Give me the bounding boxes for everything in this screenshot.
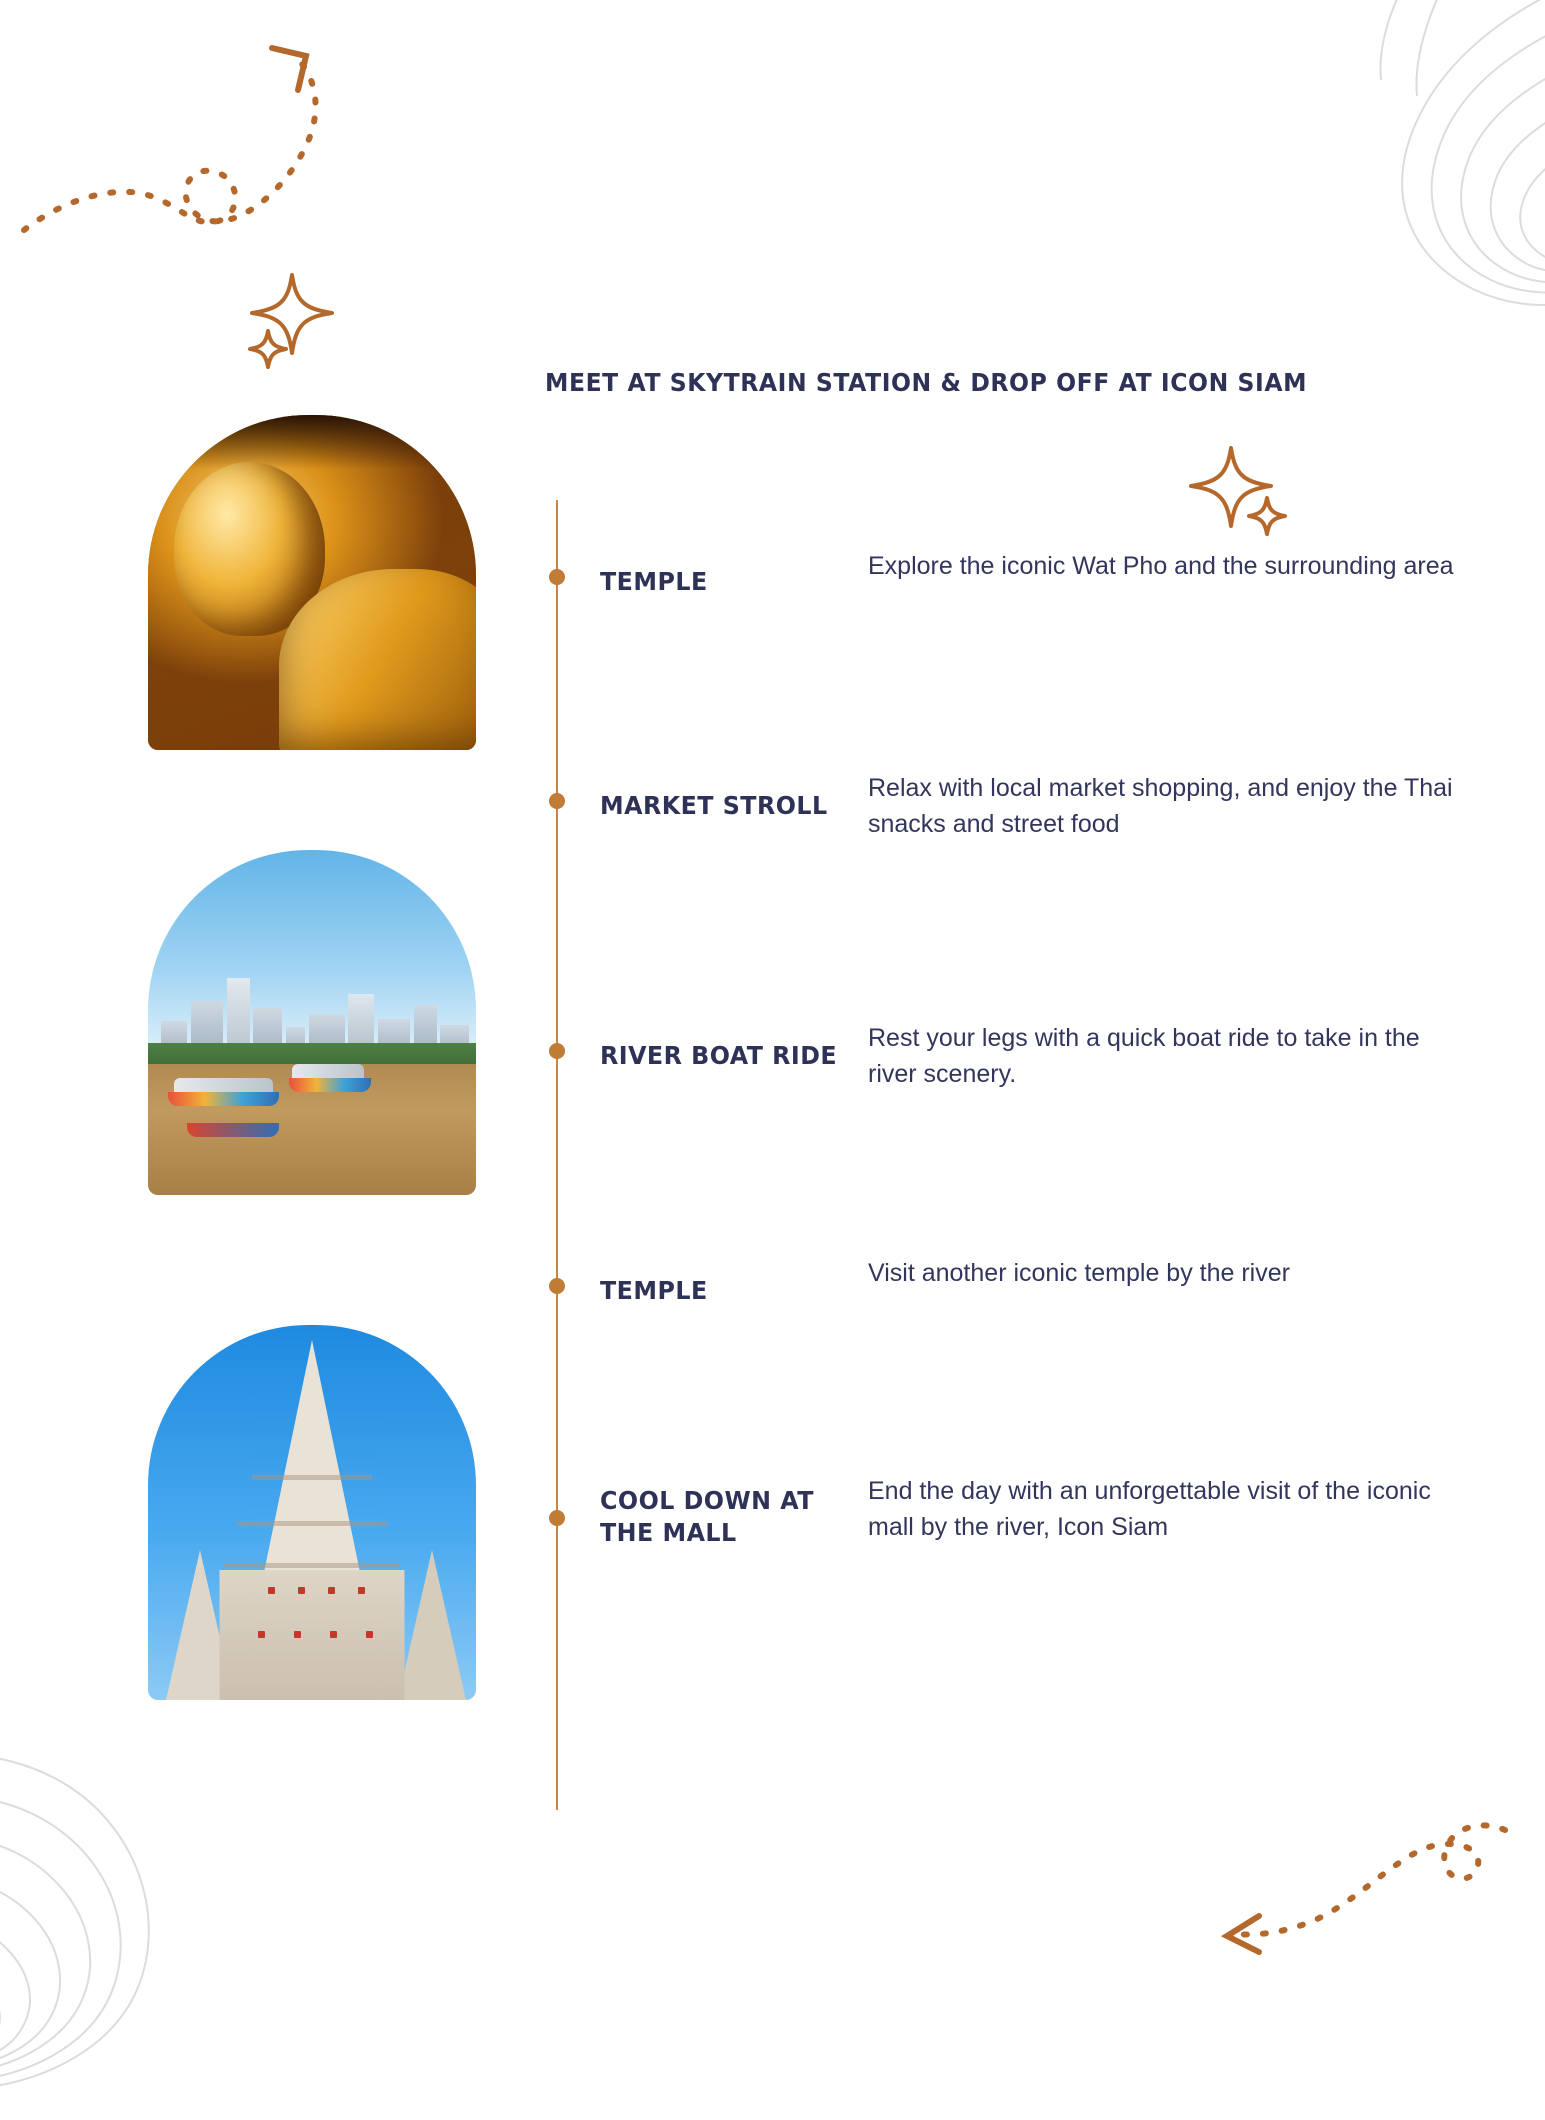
timeline-item-description-2: Relax with local market shopping, and enjoy the Thai snacks and street food [868,774,1453,839]
topographic-lines-top-right [1145,0,1545,420]
timeline-dot [549,1510,565,1526]
timeline-dot [549,1278,565,1294]
timeline-axis [556,500,558,1810]
dashed-arrow-bottom-right [1215,1810,1515,1970]
timeline-dot [549,1043,565,1059]
timeline-item-label-3: RIVER BOAT RIDE [600,1041,838,1070]
dashed-arrow-top-left [10,30,370,250]
sparkle-left [240,265,350,375]
timeline-item-label-4: TEMPLE [600,1276,708,1305]
topographic-lines-bottom-left [0,1700,320,2120]
timeline-item-description-3: Rest your legs with a quick boat ride to take in the river scenery. [868,1024,1420,1089]
timeline-item-description-5: End the day with an unforgettable visit of the iconic mall by the river, Icon Siam [868,1477,1431,1542]
sparkle-right [1185,440,1295,550]
reclining-buddha-wat-pho-photo [148,415,476,750]
chao-phraya-river-boats-photo [148,850,476,1195]
timeline-item-label-1: TEMPLE [600,567,708,596]
wat-arun-temple-photo [148,1325,476,1700]
timeline-item-description-1: Explore the iconic Wat Pho and the surrounding area [868,552,1454,580]
timeline-dot [549,793,565,809]
timeline-item-label-2: MARKET STROLL [600,791,828,820]
page-title: MEET AT SKYTRAIN STATION & DROP OFF AT ICON SIAM [545,368,1308,397]
timeline-item-label-5: COOL DOWN AT THE MALL [600,1486,814,1547]
timeline-dot [549,569,565,585]
timeline-item-description-4: Visit another iconic temple by the river [868,1259,1290,1287]
